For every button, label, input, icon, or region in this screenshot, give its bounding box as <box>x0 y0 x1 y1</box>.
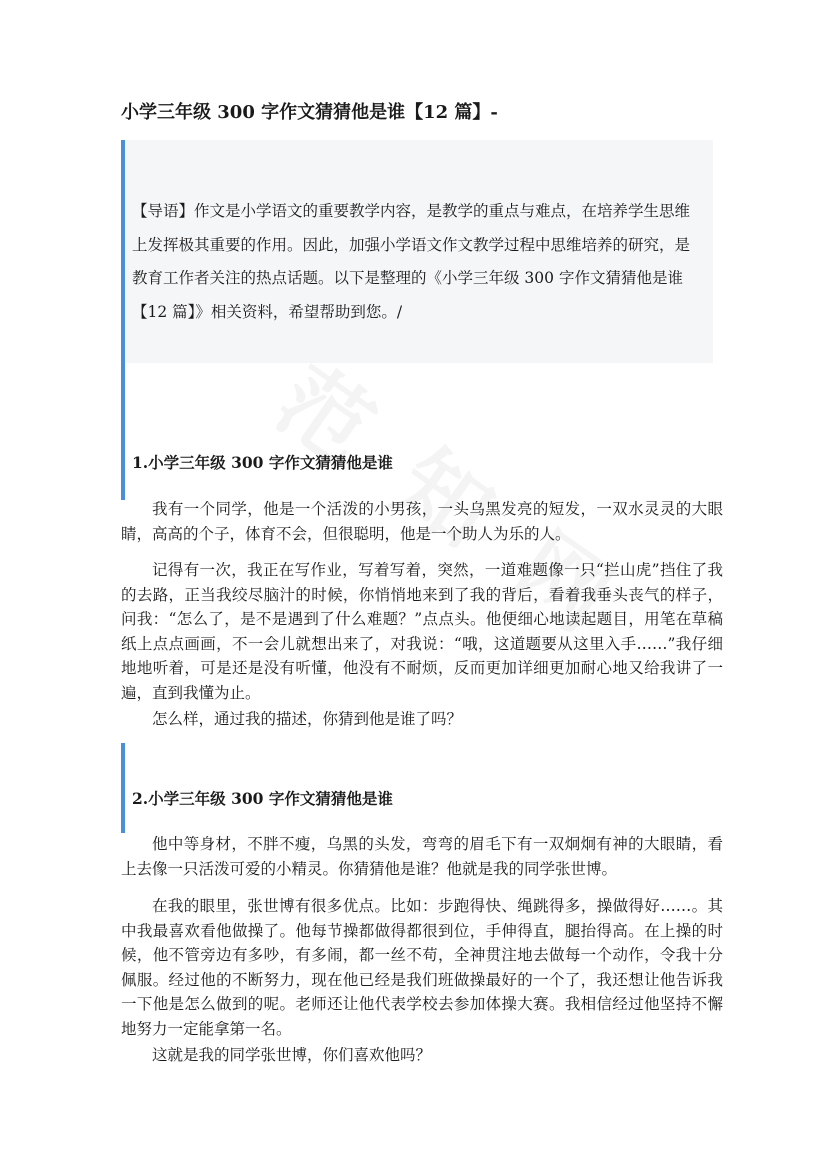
section-1-paragraph-3: 怎么样，通过我的描述，你猜到他是谁了吗？ <box>152 710 463 728</box>
section-2-paragraph-1: 他中等身材，不胖不瘦，乌黑的头发，弯弯的眉毛下有一双炯炯有神的大眼睛，看上去像一只活泼可爱的小精灵。你猜猜他是谁？他就是我的同学张世博。 <box>121 835 723 878</box>
section-2-heading: 2.小学三年级 300 字作文猜猜他是谁 <box>132 789 393 808</box>
section-2-paragraph-2: 在我的眼里，张世博有很多优点。比如：步跑得快、绳跳得多，操做得好……。其中我最喜欢看他做操了。他每节操都做得都很到位，手伸得直，腿抬得高。在上操的时候，他不管旁边有多吵，有多闹，都一丝不苟，全神贯注地去做每一个动作，令我十分佩服。经过他的不断努力，现在他已经是我们班做操最好的一个了，我还想让他告诉我一下他是怎么做到的呢。老师还让他代表学校去参加体操大赛。我相信经过他坚持不懈地努力一定能拿第一名。 <box>121 897 723 1038</box>
section-1-heading: 1.小学三年级 300 字作文猜猜他是谁 <box>132 453 393 472</box>
intro-text: 【导语】作文是小学语文的重要教学内容，是教学的重点与难点，在培养学生思维上发挥极其重要的作用。因此，加强小学语文作文教学过程中思维培养的研究，是教育工作者关注的热点话题。以下是整理的《小学三年级 300 字作文猜猜他是谁【12 篇】》相关资料，希望帮助到您。/ <box>132 202 691 321</box>
section-1-paragraph-2: 记得有一次，我正在写作业，写着写着，突然，一道难题像一只“拦山虎”挡住了我的去路，正当我绞尽脑汁的时候，你悄悄地来到了我的背后，看着我垂头丧气的样子，问我：“怎么了，是不是遇到了什么难题？”点点头。他便细心地读起题目，用笔在草稿纸上点点画画，不一会儿就想出来了，对我说：“哦，这道题要从这里入手……”我仔细地地听着，可是还是没有听懂，他没有不耐烦，反而更加详细更加耐心地又给我讲了一遍，直到我懂为止。 <box>121 561 723 702</box>
document-title: 小学三年级 300 字作文猜猜他是谁【12 篇】- <box>121 102 498 123</box>
section-1-paragraph-1: 我有一个同学，他是一个活泼的小男孩，一头乌黑发亮的短发，一双水灵灵的大眼睛，高高的个子，体育不会，但很聪明，他是一个助人为乐的人。 <box>121 500 723 543</box>
intro-box <box>125 140 713 363</box>
section-2-accent-bar <box>121 743 125 833</box>
section-2-paragraph-3: 这就是我的同学张世博，你们喜欢他吗？ <box>152 1046 432 1064</box>
